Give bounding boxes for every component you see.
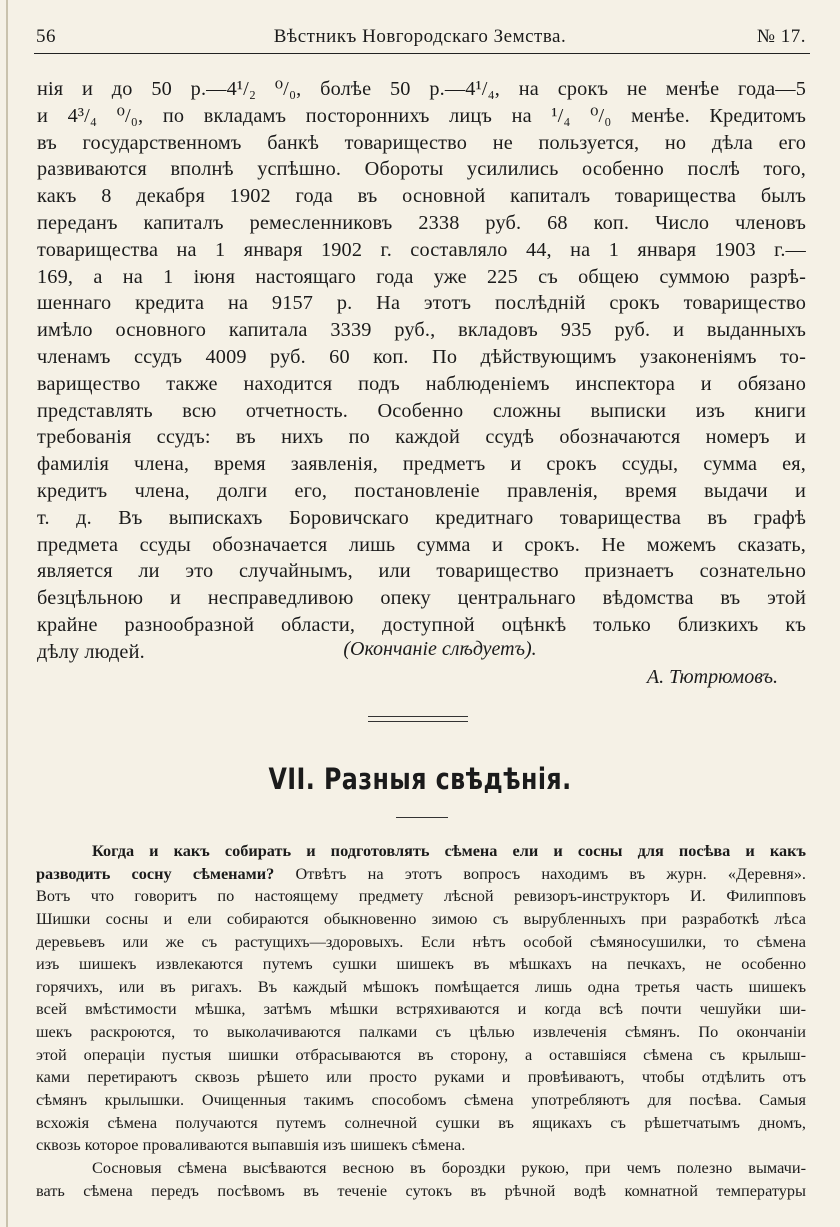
- page-number: 56: [36, 26, 56, 47]
- continuation-note: (Окончаніе слѣдуетъ).: [343, 638, 537, 660]
- text-line: Сосновыя сѣмена высѣваются весною въ бороздки рукою, при чемъ полезно вымачи-: [92, 1157, 806, 1177]
- section-divider: [368, 721, 468, 722]
- text-line: всхожія сѣмена получаются путемъ солнечной сушки въ ящикахъ съ рѣшетчатымъ дномъ,: [36, 1112, 806, 1132]
- text-line: шекъ раскроются, то выколачиваются палками съ цѣлью извлеченія сѣмянъ. По окончаніи: [36, 1022, 806, 1042]
- text-line: т. д. Въ выпискахъ Боровичскаго кредитнаго товарищества въ графѣ: [37, 506, 806, 529]
- text-line: въ государственномъ банкѣ товарищество не пользуется, но дѣла его: [37, 131, 806, 154]
- text-line: всей вмѣстимости мѣшка, затѣмъ мѣшки встряхиваются и когда всѣ почти чешуйки ши-: [36, 999, 806, 1019]
- text-line: Вотъ что говоритъ по настоящему предмету лѣсной ревизоръ-инструкторъ И. Филипповъ: [36, 886, 806, 906]
- text-line: этой операціи пустыя шишки отбрасываются въ сторону, а оставшіяся сѣмена съ крылыш-: [36, 1044, 806, 1064]
- text-line: представлять всю отчетность. Особенно сложны выписки изъ книги: [37, 399, 806, 422]
- text-line: фамилія члена, время заявленія, предметъ и срокъ ссуды, сумма ея,: [37, 453, 806, 476]
- text-line: сквозь которое проваливаются выпавшія изъ шишекъ сѣмена.: [36, 1135, 466, 1155]
- article-author: А. Тютрюмовъ.: [646, 666, 778, 688]
- text-line: членамъ ссудъ 4009 руб. 60 коп. По дѣйствующимъ узаконеніямъ то-: [37, 345, 806, 368]
- text-line: Шишки сосны и ели собираются обыкновенно зимою съ вырубленныхъ при разработкѣ лѣса: [36, 908, 806, 928]
- text-line: товарищества на 1 января 1902 г. составляло 44, на 1 января 1903 г.—: [37, 238, 806, 261]
- header-rule: [34, 53, 810, 54]
- lead-heading: Когда и какъ собирать и подготовлять сѣмена ели и сосны для посѣва и какъ: [92, 841, 806, 860]
- text-line: имѣло основного капитала 3339 руб., вкладовъ 935 руб. и выданныхъ: [37, 319, 806, 342]
- text-line: шеннаго кредита на 9157 р. На этотъ послѣдній срокъ товарищество: [37, 292, 806, 315]
- text-line: нія и до 50 р.—4¹/₂ ⁰/₀, болѣе 50 р.—4¹/₄, на срокъ не менѣе года—5: [37, 78, 806, 100]
- text-line: переданъ капиталъ ремесленниковъ 2338 руб. 68 коп. Число членовъ: [37, 211, 806, 234]
- running-header: [30, 26, 810, 52]
- binding-edge: [6, 0, 8, 1227]
- article-continuation: [37, 76, 806, 666]
- lead-rest: Отвѣтъ на этотъ вопросъ находимъ въ журн. «Деревня».: [274, 863, 806, 883]
- journal-title: Вѣстникъ Новгородскаго Земства.: [273, 26, 567, 47]
- title-rule: [396, 817, 448, 818]
- text-line: вать сѣмена передъ посѣвомъ въ теченіе сутокъ въ рѣчной водѣ комнатной температуры: [36, 1180, 806, 1200]
- text-line: и 4³/₄ ⁰/₀, по вкладамъ постороннихъ лицъ на ¹/₄ ⁰/₀ менѣе. Кредитомъ: [37, 104, 806, 127]
- text-line: безцѣльною и несправедливою опеку центральнаго вѣдомства въ этой: [37, 587, 806, 610]
- text-line: горячихъ, или въ ригахъ. Въ каждый мѣшокъ помѣщается лишь одна третья часть шишекъ: [36, 976, 806, 996]
- text-line: дѣлу людей.: [37, 640, 145, 663]
- text-line: ками перетираютъ сквозь рѣшето или просто руками и провѣиваютъ, чтобы отдѣлить отъ: [36, 1067, 806, 1087]
- text-line: предмета ссуды обозначается лишь сумма и срокъ. Не можемъ сказать,: [37, 533, 806, 556]
- section-title: VII. Разныя свѣдѣнія.: [268, 762, 572, 796]
- text-line: развиваются вполнѣ успѣшно. Обороты усилились особенно послѣ того,: [37, 158, 806, 181]
- section-text: [36, 840, 806, 1202]
- text-line: 169, а на 1 іюня настоящаго года уже 225 съ общею суммою разрѣ-: [37, 265, 806, 288]
- text-line: какъ 8 декабря 1902 года въ основной капиталъ товарищества былъ: [37, 185, 806, 208]
- text-line: [36, 863, 806, 886]
- text-line: сѣмянъ крылышки. Очищенныя такимъ способомъ сѣмена употребляютъ для посѣва. Самыя: [36, 1090, 806, 1110]
- issue-number: № 17.: [756, 26, 806, 47]
- text-line: крайне разнообразной области, доступной оцѣнкѣ только близкихъ къ: [37, 613, 806, 636]
- text-line: изъ шишекъ извлекаются путемъ сушки шишекъ въ мѣшкахъ на печкахъ, не особенно: [36, 954, 806, 974]
- section-divider: [368, 716, 468, 717]
- lead-heading: разводить сосну сѣменами?: [36, 863, 275, 883]
- text-line: является ли это случайнымъ, или товарищество признаетъ сознательно: [37, 560, 806, 583]
- text-line: кредитъ члена, долги его, постановленіе правленія, время выдачи и: [37, 479, 806, 502]
- text-line: [36, 840, 806, 863]
- text-line: деревьевъ или же съ растущихъ—здоровыхъ. Если нѣтъ особой сѣмяносушилки, то сѣмена: [36, 931, 806, 951]
- text-line: варищество также находится подъ наблюденіемъ инспектора и обязано: [37, 372, 806, 395]
- text-line: требованія ссудъ: въ нихъ по каждой ссудѣ обозначаются номеръ и: [37, 426, 806, 449]
